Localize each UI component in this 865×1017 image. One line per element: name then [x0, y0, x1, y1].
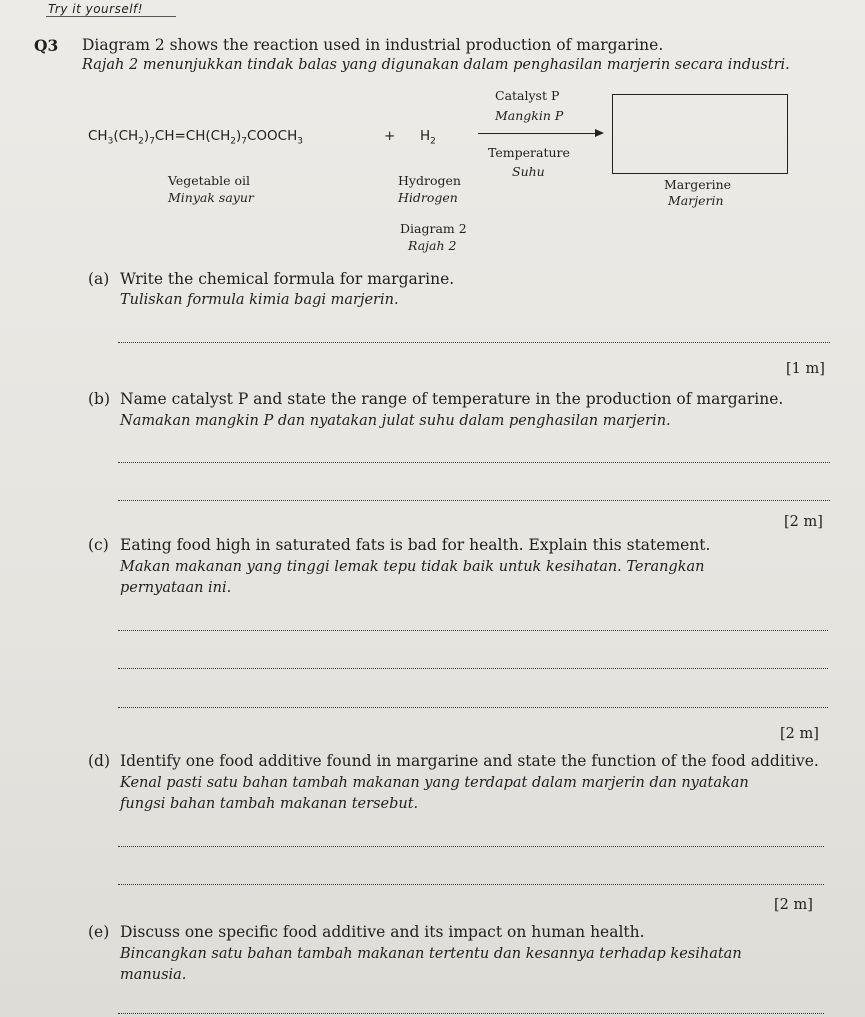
part-b-label: (b) [88, 390, 111, 408]
handwritten-note: Try it yourself! [48, 2, 144, 16]
part-e-question-en: Discuss one specific food additive and its impact on human health. [120, 923, 645, 941]
part-c-question-my-1: Makan makanan yang tinggi lemak tepu tidak baik untuk kesihatan. Terangkan [120, 559, 705, 575]
handwritten-underline [46, 16, 176, 17]
part-d-question-my-1: Kenal pasti satu bahan tambah makanan yang terdapat dalam marjerin dan nyatakan [120, 775, 749, 791]
part-a-question-en: Write the chemical formula for margarine. [120, 270, 455, 288]
part-c-marks: [2 m] [780, 726, 819, 742]
part-e-question-my-1: Bincangkan satu bahan tambah makanan tertentu dan kesannya terhadap kesihatan [120, 946, 742, 962]
part-b-answer-line-1[interactable] [118, 462, 830, 463]
question-intro-en: Diagram 2 shows the reaction used in industrial production of margarine. [82, 36, 664, 54]
part-d-label: (d) [88, 752, 111, 770]
part-a-marks: [1 m] [786, 361, 825, 377]
part-e-label: (e) [88, 923, 110, 941]
part-b-question-my: Namakan mangkin P dan nyatakan julat suhu dalam penghasilan marjerin. [120, 413, 671, 429]
hydrogen-formula: $H_2$ [420, 128, 436, 147]
part-d-answer-line-1[interactable] [118, 846, 824, 847]
part-c-label: (c) [88, 536, 109, 554]
part-e-question-my-2: manusia. [120, 967, 187, 983]
part-c-answer-line-2[interactable] [118, 668, 828, 669]
part-b-question-en: Name catalyst P and state the range of temperature in the production of margarine. [120, 390, 784, 408]
part-c-question-my-2: pernyataan ini. [120, 580, 232, 596]
plus-sign: + [384, 128, 396, 144]
part-a-question-my: Tuliskan formula kimia bagi marjerin. [120, 292, 399, 308]
reaction-arrow-line [478, 133, 596, 134]
oil-formula: $CH_3(CH_2)_7CH=CH(CH_2)_7COOCH_3$ [88, 128, 303, 147]
catalyst-en: Catalyst P [495, 88, 560, 103]
part-a-label: (a) [88, 270, 110, 288]
temperature-en: Temperature [488, 145, 570, 160]
part-d-marks: [2 m] [774, 897, 813, 913]
part-d-question-my-2: fungsi bahan tambah makanan tersebut. [120, 796, 419, 812]
question-number: Q3 [34, 36, 59, 55]
part-c-answer-line-1[interactable] [118, 630, 828, 631]
part-b-marks: [2 m] [784, 514, 823, 530]
oil-label-my: Minyak sayur [168, 190, 254, 205]
part-d-question-en: Identify one food additive found in margarine and state the function of the food additive. [120, 752, 819, 770]
part-b-answer-line-2[interactable] [118, 500, 830, 501]
diagram-caption-my: Rajah 2 [408, 238, 457, 253]
oil-label-en: Vegetable oil [168, 173, 251, 188]
catalyst-my: Mangkin P [495, 108, 564, 123]
part-c-question-en: Eating food high in saturated fats is bad for health. Explain this statement. [120, 536, 711, 554]
product-label-en: Margerine [664, 177, 732, 192]
part-c-answer-line-3[interactable] [118, 707, 828, 708]
product-box [612, 94, 788, 174]
hydrogen-label-my: Hidrogen [398, 190, 458, 205]
part-d-answer-line-2[interactable] [118, 884, 824, 885]
reaction-arrow-head [595, 129, 604, 137]
temperature-my: Suhu [512, 164, 545, 179]
question-intro-my: Rajah 2 menunjukkan tindak balas yang digunakan dalam penghasilan marjerin secara industri. [82, 57, 790, 73]
part-e-answer-line-1[interactable] [118, 1013, 824, 1014]
part-a-answer-line-1[interactable] [118, 342, 830, 343]
diagram-caption-en: Diagram 2 [400, 221, 467, 236]
hydrogen-label-en: Hydrogen [398, 173, 461, 188]
product-label-my: Marjerin [668, 193, 724, 208]
